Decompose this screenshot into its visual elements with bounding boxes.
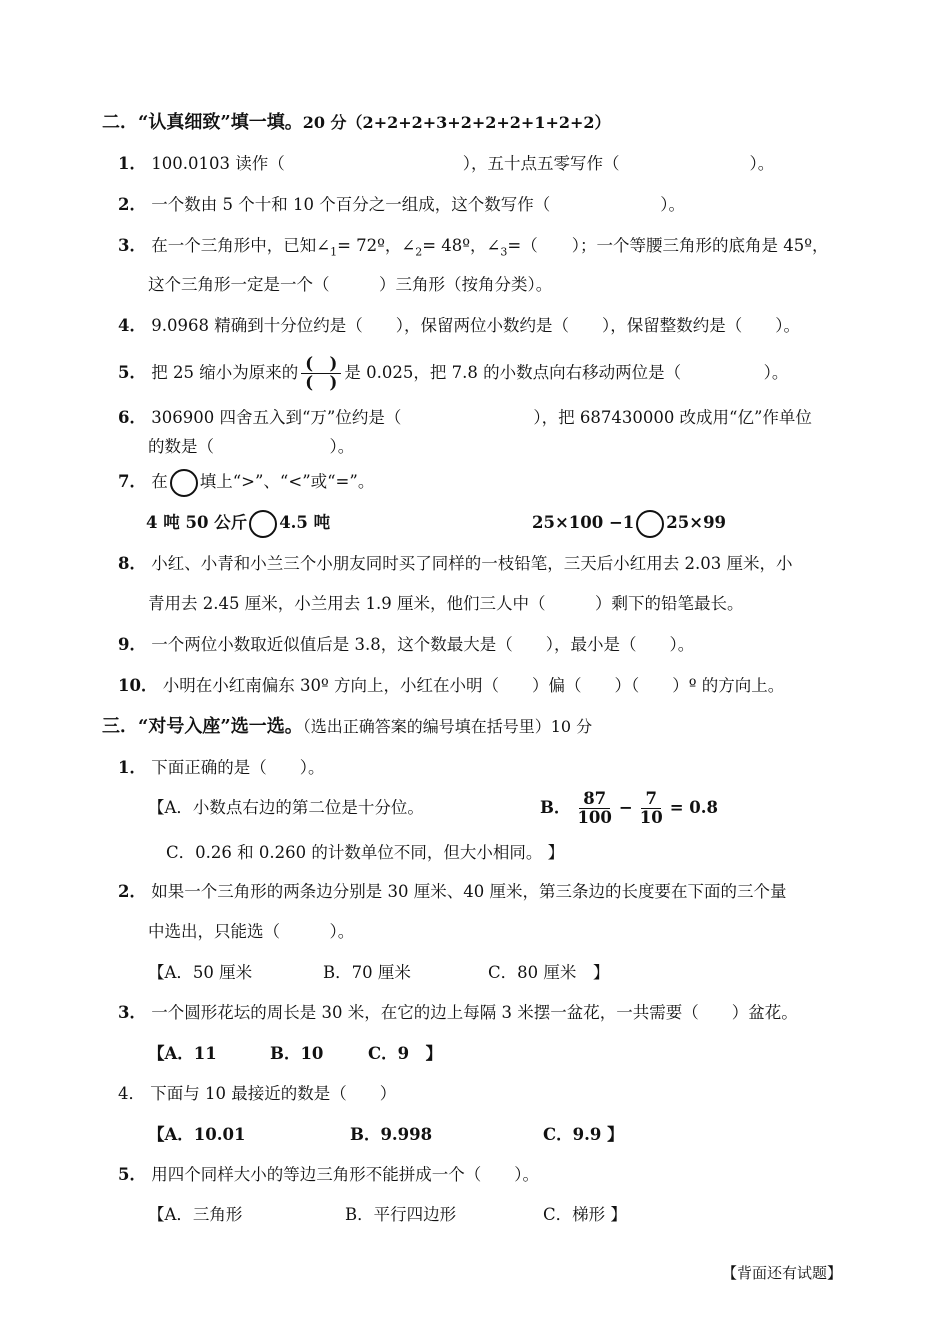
question-3: [118, 235, 828, 263]
option-label: B．: [540, 798, 571, 817]
choice-1-option-c[interactable]: C．0.26 和 0.260 的计数单位不同，但大小相同。 】: [166, 843, 565, 862]
question-text: 下面与 10 最接近的数是（ ）: [150, 1084, 397, 1103]
compare-expr: 25×100 −1: [532, 513, 635, 532]
question-number: 6．: [118, 408, 146, 427]
choice-5-option-c[interactable]: C．梯形 】: [543, 1205, 627, 1224]
question-8-line2: 青用去 2.45 厘米，小兰用去 1.9 厘米，他们三人中（ ）剩下的铅笔最长。: [148, 594, 744, 613]
fraction-blank[interactable]: [301, 355, 341, 392]
question-text: 306900 四舍五入到“万”位约是（ ），把 687430000 改成用“亿”作单位: [151, 408, 812, 427]
question-text: 小红、小青和小兰三个小朋友同时买了同样的一枝铅笔，三天后小红用去 2.03 厘米，小: [151, 554, 793, 573]
minus-sign: −: [618, 798, 633, 817]
question-text: 用四个同样大小的等边三角形不能拼成一个（ ）。: [151, 1165, 539, 1184]
fraction: [573, 790, 615, 827]
compare-circle: [170, 469, 198, 497]
question-5: [118, 353, 788, 393]
section3-heading: [102, 716, 592, 738]
question-number: 4．: [118, 316, 146, 335]
question-text: = 48º，∠: [422, 236, 501, 255]
question-number: 10．: [118, 676, 158, 695]
fraction-denominator: ( ): [305, 373, 338, 392]
question-text: ）。: [660, 195, 685, 214]
question-text: = 72º，∠: [337, 236, 416, 255]
question-text: 把 25 缩小为原来的: [151, 363, 299, 382]
question-4: [118, 315, 800, 337]
question-text: 下面正确的是（ ）。: [151, 758, 325, 777]
choice-question-4: [118, 1083, 396, 1105]
choice-question-3: [118, 1002, 798, 1024]
question-9: [118, 634, 694, 656]
question-text: 小明在小红南偏东 30º 方向上，小红在小明（ ）偏（ ）（ ）º 的方向上。: [162, 676, 785, 695]
question-text: =（: [507, 236, 538, 255]
question-number: 1．: [118, 758, 146, 777]
section3-note: （选出正确答案的编号填在括号里）10 分: [302, 717, 593, 736]
question-number: 2．: [118, 195, 146, 214]
choice-5-option-b[interactable]: B．平行四边形: [345, 1205, 457, 1224]
choice-4-option-b[interactable]: B．9.998: [350, 1125, 433, 1144]
section3-number: 三．: [102, 716, 138, 737]
choice-1-option-a[interactable]: 【A．小数点右边的第二位是十分位。: [148, 798, 424, 817]
question-7: [118, 466, 374, 498]
question-number: 3．: [118, 1003, 146, 1022]
choice-question-1: [118, 757, 324, 779]
question-number: 8．: [118, 554, 146, 573]
question-text: 填上“>”、“<”或“=”。: [199, 472, 375, 491]
compare-item-left: [146, 507, 330, 539]
question-10: [118, 675, 784, 697]
angle-subscript: 1: [330, 245, 338, 259]
fraction-numerator: 7: [641, 790, 660, 809]
choice-4-option-a[interactable]: 【A．10.01: [148, 1125, 246, 1144]
fraction-denominator: 10: [639, 808, 663, 827]
question-6: [118, 407, 812, 429]
question-text: 是 0.025，把 7.8 的小数点向右移动两位是（ ）。: [344, 363, 789, 382]
question-text: 如果一个三角形的两条边分别是 30 厘米、40 厘米，第三条边的长度要在下面的三个量: [151, 882, 787, 901]
section2-heading: [102, 112, 611, 134]
fraction-numerator: 87: [579, 790, 610, 809]
question-text: ），五十点五零写作（: [462, 154, 620, 173]
question-number: 2．: [118, 882, 146, 901]
choice-question-5: [118, 1164, 539, 1186]
choice-3-option-b[interactable]: B．10: [270, 1044, 324, 1063]
choice-question-2-line2: 中选出，只能选（ ）。: [148, 922, 355, 941]
question-text: ）；一个等腰三角形的底角是 45º，: [571, 236, 829, 255]
choice-2-option-a[interactable]: 【A．50 厘米: [148, 963, 253, 982]
question-text: 9.0968 精确到十分位约是（ ），保留两位小数约是（ ），保留整数约是（ ）。: [151, 316, 800, 335]
choice-2-option-c[interactable]: C．80 厘米 】: [488, 963, 610, 982]
compare-item-right: [532, 507, 726, 539]
compare-circle-input[interactable]: [636, 510, 664, 538]
question-text: 在一个三角形中，已知∠: [151, 236, 331, 255]
compare-expr: 4.5 吨: [279, 513, 331, 532]
question-number: 1．: [118, 154, 146, 173]
fraction: [636, 790, 667, 827]
question-number: 7．: [118, 472, 146, 491]
question-2: [118, 194, 685, 216]
question-1: [118, 153, 774, 175]
choice-question-2: [118, 881, 786, 903]
question-text: 在: [151, 472, 168, 491]
question-text: ）。: [749, 154, 775, 173]
question-3-line2: 这个三角形一定是一个（ ）三角形（按角分类）。: [148, 275, 553, 294]
fraction-numerator: ( ): [301, 355, 341, 374]
angle-subscript: 3: [500, 245, 508, 259]
choice-3-option-c[interactable]: C．9 】: [368, 1044, 443, 1063]
section2-number: 二．: [102, 112, 138, 133]
question-8: [118, 553, 792, 575]
equation-result: = 0.8: [669, 798, 718, 817]
compare-expr: 25×99: [666, 513, 727, 532]
section3-title: “对号入座”选一选。: [138, 716, 303, 737]
choice-3-option-a[interactable]: 【A．11: [148, 1044, 217, 1063]
fraction-denominator: 100: [577, 808, 612, 827]
section2-score: 20 分（2+2+2+3+2+2+2+1+2+2）: [302, 113, 611, 132]
page-footer-note: 【背面还有试题】: [722, 1264, 843, 1282]
question-text: 一个两位小数取近似值后是 3.8，这个数最大是（ ），最小是（ ）。: [151, 635, 695, 654]
question-number: 5．: [118, 1165, 146, 1184]
choice-1-option-b[interactable]: [540, 788, 718, 828]
choice-4-option-c[interactable]: C．9.9 】: [543, 1125, 624, 1144]
question-text: 100.0103 读作（: [151, 154, 285, 173]
question-6-line2: 的数是（ ）。: [148, 437, 355, 456]
question-text: 一个圆形花坛的周长是 30 米，在它的边上每隔 3 米摆一盆花，一共需要（ ）盆花。: [151, 1003, 798, 1022]
question-number: 4．: [118, 1084, 145, 1103]
compare-circle-input[interactable]: [249, 510, 277, 538]
question-number: 5．: [118, 363, 146, 382]
choice-2-option-b[interactable]: B．70 厘米: [323, 963, 411, 982]
angle-subscript: 2: [415, 245, 423, 259]
question-number: 3．: [118, 236, 146, 255]
question-number: 9．: [118, 635, 146, 654]
question-text: 一个数由 5 个十和 10 个百分之一组成，这个数写作（: [151, 195, 551, 214]
section2-title: “认真细致”填一填。: [138, 112, 303, 133]
compare-expr: 4 吨 50 公斤: [146, 513, 248, 532]
choice-5-option-a[interactable]: 【A．三角形: [148, 1205, 243, 1224]
